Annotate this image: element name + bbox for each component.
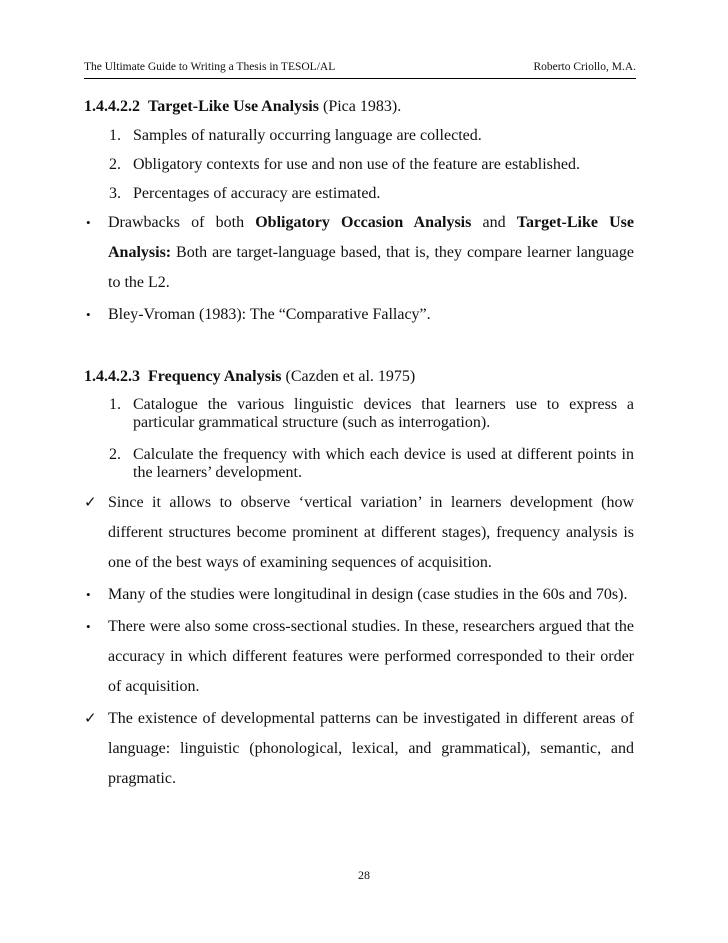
bullet-emphasis: Target-Like Use Analysis: [108, 214, 635, 261]
section-citation: (Cazden et al. 1975) [285, 368, 416, 385]
page-content [84, 95, 634, 794]
bullet-icon: • [86, 619, 91, 634]
bullet-text: There were also some cross-sectional studies. In these, researchers argued that the accuracy in which different features were performed corresponded to their order of acquisition. [108, 618, 634, 695]
list-item [84, 446, 634, 482]
section-title: Frequency Analysis [148, 368, 282, 385]
bullet-item [84, 488, 634, 578]
bullet-item [84, 300, 634, 330]
bullet-icon: • [86, 215, 91, 230]
list-item [84, 153, 634, 177]
target-like-use-steps [84, 124, 634, 206]
bullet-text: Bley-Vroman (1983): The “Comparative Fallacy”. [108, 306, 431, 323]
bullet-text: and [471, 214, 517, 231]
bullet-icon: • [86, 587, 91, 602]
list-number: 1. [109, 396, 121, 413]
list-text: Calculate the frequency with which each device is used at different points in the learners’ development. [133, 446, 634, 481]
frequency-analysis-bullets [84, 488, 634, 794]
section-heading-target-like-use [84, 95, 634, 119]
bullet-item [84, 704, 634, 794]
bullet-text: Drawbacks of both [108, 214, 256, 231]
list-number: 2. [109, 156, 121, 173]
list-number: 2. [109, 446, 121, 463]
list-item [84, 396, 634, 432]
bullet-icon: • [86, 307, 91, 322]
bullet-text: Many of the studies were longitudinal in design (case studies in the 60s and 70s). [108, 586, 628, 603]
checkmark-icon: ✓ [84, 711, 97, 727]
bullet-text: Since it allows to observe ‘vertical variation’ in learners development (how different structures become prominent at different stages), frequency analysis is one of the best ways of examining sequences of acquisition. [108, 494, 634, 571]
bullet-item [84, 580, 634, 610]
list-number: 3. [109, 185, 121, 202]
checkmark-icon: ✓ [84, 495, 97, 511]
header-title: The Ultimate Guide to Writing a Thesis in TESOL/AL [84, 61, 336, 73]
section-citation: (Pica 1983). [322, 98, 402, 115]
header-rule [84, 78, 636, 79]
target-like-use-bullets [84, 208, 634, 330]
section-number: 1.4.4.2.2 [84, 98, 140, 115]
section-heading-frequency-analysis [84, 365, 634, 389]
list-item [84, 182, 634, 206]
list-text: Catalogue the various linguistic devices that learners use to express a particular grammatical structure (such as interrogation). [133, 396, 634, 431]
bullet-item [84, 612, 634, 702]
list-number: 1. [109, 127, 121, 144]
bullet-text: Both are target-language based, that is, they compare learner language to the L2. [108, 244, 634, 291]
section-number: 1.4.4.2.3 [84, 368, 140, 385]
bullet-emphasis: Obligatory Occasion Analysis [255, 214, 472, 231]
list-text: Samples of naturally occurring language are collected. [133, 127, 482, 144]
bullet-item [84, 208, 634, 298]
frequency-analysis-steps [84, 396, 634, 482]
list-item [84, 124, 634, 148]
bullet-text: The existence of developmental patterns can be investigated in different areas of language: linguistic (phonological, lexical, and grammatical), semantic, and pragmatic. [108, 710, 634, 787]
section-title: Target-Like Use Analysis [148, 98, 319, 115]
list-text: Obligatory contexts for use and non use of the feature are established. [133, 156, 580, 173]
header-author: Roberto Criollo, M.A. [533, 61, 636, 73]
page-number: 28 [358, 868, 370, 882]
list-text: Percentages of accuracy are estimated. [133, 185, 381, 202]
